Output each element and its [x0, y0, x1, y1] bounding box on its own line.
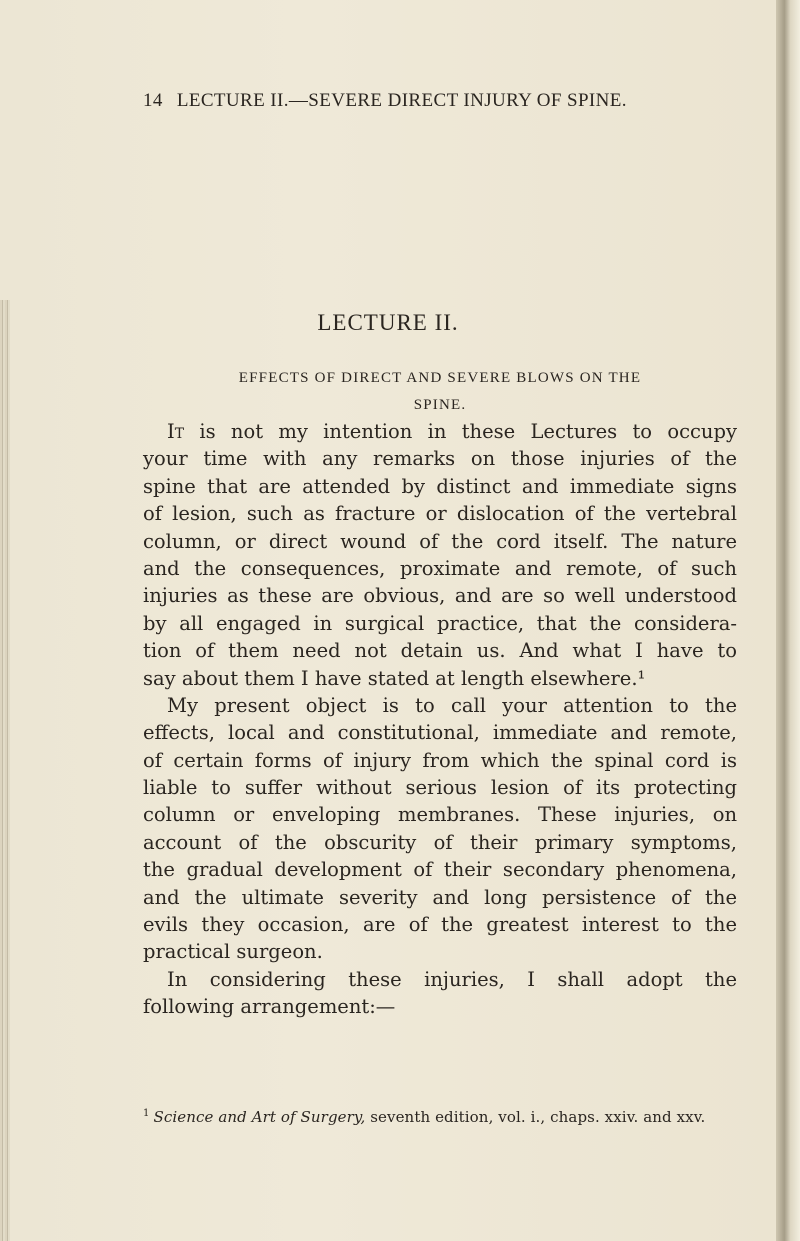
- subtitle-line-1: EFFECTS OF DIRECT AND SEVERE BLOWS ON THE: [238, 370, 642, 386]
- body-line: liable to suffer without serious lesion of its protecting: [143, 776, 737, 800]
- body-line: evils they occasion, are of the greatest interest to the: [143, 913, 737, 937]
- body-line-paragraph-start: In considering these injuries, I shall adopt the: [167, 967, 737, 991]
- body-line: injuries as these are obvious, and are so well understood: [143, 584, 737, 608]
- body-line: practical surgeon.: [143, 940, 323, 964]
- body-line: and the consequences, proximate and remote, of such: [143, 556, 737, 580]
- page-edge-shadow: [0, 300, 10, 1241]
- footnote-marker: 1: [143, 1108, 150, 1119]
- book-spine-edge: [776, 0, 800, 1241]
- body-line: spine that are attended by distinct and immediate signs: [143, 474, 737, 498]
- body-line: of certain forms of injury from which the spinal cord is: [143, 748, 737, 772]
- body-line: account of the obscurity of their primary symptoms,: [143, 830, 737, 854]
- lecture-title: LECTURE II.: [317, 310, 459, 335]
- body-text: [143, 418, 737, 1021]
- body-line: following arrangement:—: [143, 995, 396, 1019]
- body-line: and the ultimate severity and long persistence of the: [143, 885, 737, 909]
- body-line: your time with any remarks on those injuries of the: [143, 447, 737, 471]
- body-line: effects, local and constitutional, immediate and remote,: [143, 721, 737, 745]
- body-line: tion of them need not detain us. And what I have to: [143, 639, 737, 663]
- footnote-title: Science and Art of Surgery,: [153, 1108, 366, 1126]
- body-line-paragraph-start: My present object is to call your attention to the: [167, 693, 737, 717]
- body-line: say about them I have stated at length elsewhere.¹: [143, 666, 646, 690]
- body-line: by all engaged in surgical practice, that the considera-: [143, 611, 737, 635]
- lecture-subtitle: [143, 365, 737, 419]
- running-head-text: LECTURE II.—SEVERE DIRECT INJURY OF SPINE.: [176, 90, 627, 111]
- opening-word: It: [167, 420, 185, 443]
- running-head: [143, 90, 723, 112]
- body-line-opening: It is not my intention in these Lectures to occupy: [167, 420, 737, 443]
- body-line: the gradual development of their secondary phenomena,: [143, 858, 737, 882]
- body-line: of lesion, such as fracture or dislocation of the vertebral: [143, 502, 737, 526]
- page-number: 14: [143, 90, 163, 111]
- body-line: column or enveloping membranes. These injuries, on: [143, 803, 737, 827]
- body-line: column, or direct wound of the cord itself. The nature: [143, 529, 737, 553]
- subtitle-line-2: SPINE.: [413, 397, 467, 413]
- footnote-text: seventh edition, vol. i., chaps. xxiv. and xxv.: [365, 1108, 706, 1126]
- footnote: [143, 1108, 743, 1126]
